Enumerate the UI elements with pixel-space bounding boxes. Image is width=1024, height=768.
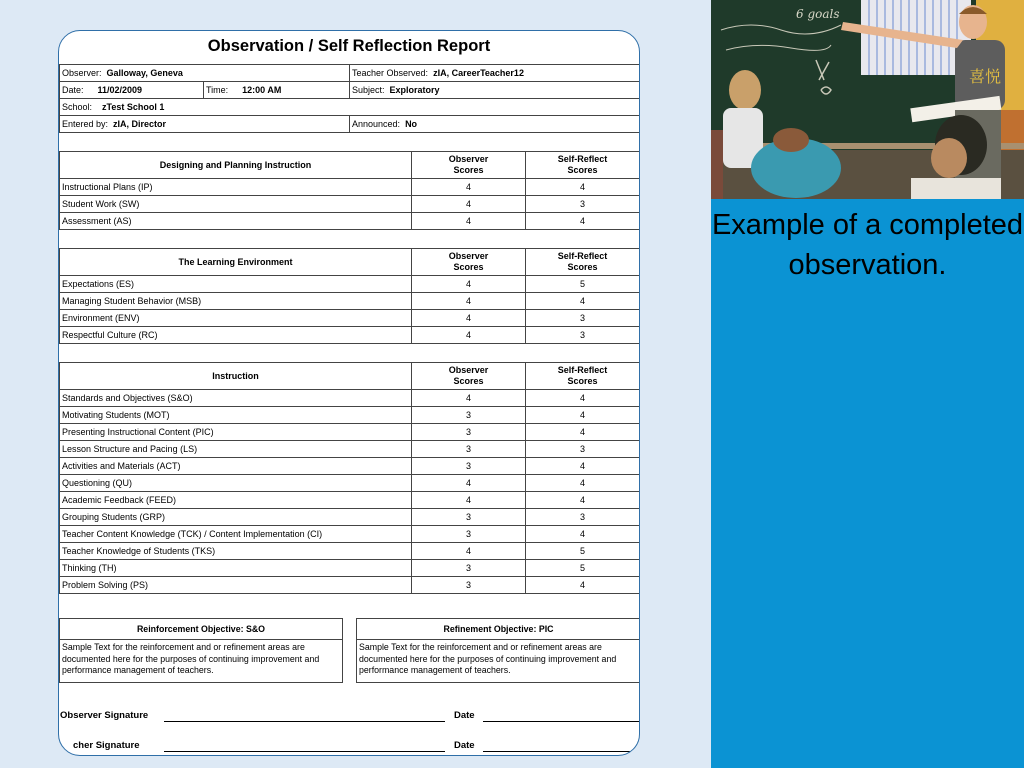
announced-value: No xyxy=(405,119,418,129)
time-value: 12:00 AM xyxy=(242,85,282,95)
header-row xyxy=(60,65,640,82)
section-header-row xyxy=(60,152,640,179)
table-row xyxy=(60,475,640,492)
observer-score: 3 xyxy=(412,407,526,424)
self-reflect-header-line2: Scores xyxy=(567,376,598,386)
item-name: Lesson Structure and Pacing (LS) xyxy=(60,441,412,458)
self-score: 5 xyxy=(526,560,640,577)
observer-scores-header-line2: Scores xyxy=(453,165,484,175)
header-row xyxy=(60,82,640,99)
classroom-photo xyxy=(711,0,1024,199)
observer-scores-header-line1: Observer xyxy=(448,154,489,164)
observer-cell xyxy=(60,65,350,82)
item-name: Standards and Objectives (S&O) xyxy=(60,390,412,407)
section-table-designing xyxy=(59,151,640,230)
subject-cell xyxy=(350,82,640,99)
table-row xyxy=(60,276,640,293)
self-reflect-scores-header xyxy=(526,152,640,179)
report-header-table xyxy=(59,64,640,133)
teacher-date-label: Date xyxy=(454,740,475,751)
observer-scores-header-line1: Observer xyxy=(448,251,489,261)
observer-score: 4 xyxy=(412,492,526,509)
observer-score: 4 xyxy=(412,327,526,344)
observer-score: 4 xyxy=(412,475,526,492)
item-name: Managing Student Behavior (MSB) xyxy=(60,293,412,310)
school-cell xyxy=(60,99,640,116)
self-reflect-scores-header xyxy=(526,363,640,390)
observer-scores-header xyxy=(412,152,526,179)
announced-label: Announced: xyxy=(352,119,401,129)
table-row xyxy=(60,492,640,509)
self-score: 4 xyxy=(526,390,640,407)
date-cell xyxy=(60,82,204,99)
date-value: 11/02/2009 xyxy=(97,85,143,95)
self-score: 3 xyxy=(526,509,640,526)
item-name: Problem Solving (PS) xyxy=(60,577,412,594)
observer-score: 4 xyxy=(412,213,526,230)
table-row xyxy=(60,407,640,424)
item-name: Teacher Knowledge of Students (TKS) xyxy=(60,543,412,560)
table-row xyxy=(60,509,640,526)
table-row xyxy=(60,213,640,230)
self-score: 4 xyxy=(526,526,640,543)
observer-score: 4 xyxy=(412,543,526,560)
self-reflect-scores-header xyxy=(526,249,640,276)
self-score: 4 xyxy=(526,424,640,441)
item-name: Activities and Materials (ACT) xyxy=(60,458,412,475)
reinforcement-objective-box xyxy=(59,618,343,683)
self-reflect-header-line1: Self-Reflect xyxy=(557,365,608,375)
table-row xyxy=(60,577,640,594)
school-label: School: xyxy=(62,102,93,112)
self-score: 5 xyxy=(526,543,640,560)
table-row xyxy=(60,424,640,441)
time-label: Time: xyxy=(206,85,229,95)
blue-side-panel xyxy=(711,0,1024,768)
item-name: Teacher Content Knowledge (TCK) / Content Implementation (CI) xyxy=(60,526,412,543)
observer-score: 3 xyxy=(412,458,526,475)
self-score: 3 xyxy=(526,196,640,213)
observer-score: 4 xyxy=(412,390,526,407)
observer-label: Observer: xyxy=(62,68,102,78)
section-header-row xyxy=(60,363,640,390)
item-name: Motivating Students (MOT) xyxy=(60,407,412,424)
item-name: Expectations (ES) xyxy=(60,276,412,293)
observer-score: 4 xyxy=(412,310,526,327)
item-name: Presenting Instructional Content (PIC) xyxy=(60,424,412,441)
item-name: Environment (ENV) xyxy=(60,310,412,327)
self-score: 3 xyxy=(526,327,640,344)
item-name: Assessment (AS) xyxy=(60,213,412,230)
classroom-photo-illustration xyxy=(711,0,1024,199)
item-name: Questioning (QU) xyxy=(60,475,412,492)
shirt-text: 喜悦 xyxy=(969,67,1002,86)
teacher-date-line[interactable] xyxy=(483,751,639,752)
section-table-instruction xyxy=(59,362,640,594)
teacher-value: zIA, CareerTeacher12 xyxy=(433,68,524,78)
table-row xyxy=(60,441,640,458)
header-row xyxy=(60,99,640,116)
self-score: 4 xyxy=(526,577,640,594)
refinement-objective-title: Refinement Objective: PIC xyxy=(357,619,640,640)
observer-score: 3 xyxy=(412,560,526,577)
chalk-text: 6 goals xyxy=(796,7,840,21)
observer-score: 3 xyxy=(412,577,526,594)
self-reflect-header-line1: Self-Reflect xyxy=(557,154,608,164)
school-value: zTest School 1 xyxy=(102,102,165,112)
table-row xyxy=(60,196,640,213)
observer-scores-header xyxy=(412,363,526,390)
self-score: 4 xyxy=(526,293,640,310)
self-score: 4 xyxy=(526,407,640,424)
teacher-signature-line[interactable] xyxy=(164,751,445,752)
table-row xyxy=(60,526,640,543)
section-header-row xyxy=(60,249,640,276)
reinforcement-objective-title: Reinforcement Objective: S&O xyxy=(60,619,342,640)
section-table-environment xyxy=(59,248,640,344)
subject-value: Exploratory xyxy=(389,85,440,95)
self-reflect-header-line1: Self-Reflect xyxy=(557,251,608,261)
self-score: 4 xyxy=(526,475,640,492)
table-row xyxy=(60,327,640,344)
time-cell xyxy=(204,82,350,99)
observer-score: 4 xyxy=(412,179,526,196)
header-row xyxy=(60,116,640,133)
refinement-objective-text: Sample Text for the reinforcement and or refinement areas are documented here for the purposes of continuing improvement and performance management of teachers. xyxy=(359,642,617,675)
observer-score: 3 xyxy=(412,441,526,458)
date-label: Date: xyxy=(62,85,84,95)
self-score: 5 xyxy=(526,276,640,293)
announced-cell xyxy=(350,116,640,133)
teacher-signature-label: cher Signature xyxy=(73,740,140,751)
observer-value: Galloway, Geneva xyxy=(106,68,183,78)
item-name: Grouping Students (GRP) xyxy=(60,509,412,526)
observer-score: 4 xyxy=(412,196,526,213)
observer-scores-header-line2: Scores xyxy=(453,376,484,386)
self-score: 4 xyxy=(526,213,640,230)
observer-scores-header-line1: Observer xyxy=(448,365,489,375)
table-row xyxy=(60,560,640,577)
entered-value: zIA, Director xyxy=(113,119,167,129)
item-name: Instructional Plans (IP) xyxy=(60,179,412,196)
observer-date-line[interactable] xyxy=(483,721,639,722)
item-name: Student Work (SW) xyxy=(60,196,412,213)
observer-signature-line[interactable] xyxy=(164,721,445,722)
observer-score: 3 xyxy=(412,509,526,526)
observer-score: 4 xyxy=(412,293,526,310)
table-row xyxy=(60,390,640,407)
table-row xyxy=(60,310,640,327)
section-title: Instruction xyxy=(60,363,412,390)
table-row xyxy=(60,458,640,475)
table-row xyxy=(60,543,640,560)
section-title: The Learning Environment xyxy=(60,249,412,276)
self-score: 4 xyxy=(526,458,640,475)
observer-score: 3 xyxy=(412,424,526,441)
self-score: 4 xyxy=(526,492,640,509)
teacher-label: Teacher Observed: xyxy=(352,68,429,78)
item-name: Academic Feedback (FEED) xyxy=(60,492,412,509)
observer-scores-header-line2: Scores xyxy=(453,262,484,272)
entered-label: Entered by: xyxy=(62,119,109,129)
section-title: Designing and Planning Instruction xyxy=(60,152,412,179)
self-score: 3 xyxy=(526,310,640,327)
reinforcement-objective-text: Sample Text for the reinforcement and or refinement areas are documented here for the purposes of continuing improvement and performance management of teachers. xyxy=(62,642,320,675)
self-reflect-header-line2: Scores xyxy=(567,165,598,175)
self-score: 3 xyxy=(526,441,640,458)
report-title: Observation / Self Reflection Report xyxy=(207,37,491,55)
observer-signature-label: Observer Signature xyxy=(60,710,149,721)
observer-scores-header xyxy=(412,249,526,276)
item-name: Respectful Culture (RC) xyxy=(60,327,412,344)
teacher-cell xyxy=(350,65,640,82)
item-name: Thinking (TH) xyxy=(60,560,412,577)
self-reflect-header-line2: Scores xyxy=(567,262,598,272)
self-score: 4 xyxy=(526,179,640,196)
observer-date-label: Date xyxy=(454,710,475,721)
entered-cell xyxy=(60,116,350,133)
slide-caption: Example of a completed observation. xyxy=(711,209,1024,281)
observer-score: 3 xyxy=(412,526,526,543)
table-row xyxy=(60,179,640,196)
refinement-objective-box xyxy=(356,618,640,683)
subject-label: Subject: xyxy=(352,85,385,95)
observer-score: 4 xyxy=(412,276,526,293)
table-row xyxy=(60,293,640,310)
observation-report xyxy=(58,30,640,756)
